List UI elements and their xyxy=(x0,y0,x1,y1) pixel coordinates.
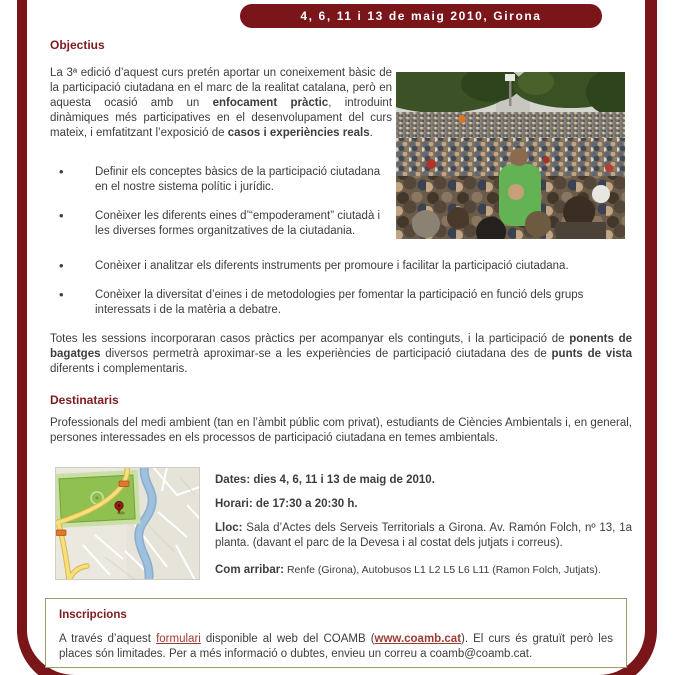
text-segment: diversos permetrà aproximar-se a les experiències de participació ciutadana des de xyxy=(100,348,552,360)
formulari-link[interactable]: formulari xyxy=(156,633,201,645)
com-arribar-value: Renfe (Girona), Autobusos L1 L2 L5 L6 L11 (Ramon Folch, Jutjats). xyxy=(284,564,601,576)
detail-dates xyxy=(215,473,632,488)
text-segment: ponents de bagatges xyxy=(50,333,632,360)
bullet-text: Conèixer i analitzar els diferents instruments per promoure i facilitar la participació ciutadana. xyxy=(95,260,569,272)
text-segment: A través d’aquest xyxy=(59,633,157,645)
objectius-summary-paragraph xyxy=(50,332,632,377)
horari-label: Horari: xyxy=(215,498,253,510)
crowd-photo-image xyxy=(396,72,625,239)
horari-value: de 17:30 a 20:30 h. xyxy=(252,498,358,510)
inscripcions-heading: Inscripcions xyxy=(59,609,127,621)
objectius-bullet-3 xyxy=(50,259,635,274)
text-segment: disponible al web del COAMB ( xyxy=(200,633,375,645)
destinataris-heading: Destinataris xyxy=(50,393,119,407)
text-segment: punts de vista xyxy=(551,348,633,360)
destinataris-paragraph: Professionals del medi ambient (tan en l’àmbit públic com privat), estudiants de Ciències Ambientals i, en general, persones interessades en els processos de participació ciutadana en temes ambientals. xyxy=(50,417,632,444)
lloc-label: Lloc: xyxy=(215,522,243,534)
course-details xyxy=(215,473,632,587)
coamb-website-link[interactable]: www.coamb.cat xyxy=(374,633,462,645)
text-segment: diferents i complementaris. xyxy=(50,363,188,375)
objectius-intro-paragraph xyxy=(50,66,392,141)
location-map-image xyxy=(55,467,200,580)
text-segment: casos i experiències reals xyxy=(227,127,370,139)
text-segment: La 3ª edició d’aquest curs pretén aportar un coneixement bàsic de la participació ciutadana en el marc de la realitat catalana, però en aquesta ocasió amb un xyxy=(50,67,392,109)
bullet-text: Conèixer les diferents eines d’“empoderament” ciutadà i les diverses formes organitzatives de la ciutadania. xyxy=(95,210,381,237)
bullet-text: Conèixer la diversitat d’eines i de metodologies per fomentar la participació en funció dels grups interessats i de la matèria a debatre. xyxy=(95,289,584,316)
objectius-bullet-2 xyxy=(50,209,395,239)
text-segment: enfocament pràctic xyxy=(212,97,329,109)
objectius-heading: Objectius xyxy=(50,38,105,52)
objectius-bullet-1 xyxy=(50,165,395,195)
text-segment: ). El curs és gratuït però les places són limitades. Per a més informació o dubtes, envieu un correu a coamb@coamb.cat. xyxy=(59,633,613,660)
text-segment: , introduint dinàmiques més participatives en el desenvolupament del curs mateix, i emfatitzant l’exposició de xyxy=(50,97,393,139)
photo-crowd xyxy=(396,112,625,239)
text-segment: Totes les sessions incorporaran casos pràctics per acompanyar els continguts, i la participació de xyxy=(50,333,570,345)
inscripcions-paragraph xyxy=(59,632,613,662)
date-header-pill: 4, 6, 11 i 13 de maig 2010, Girona xyxy=(240,4,602,28)
bullet-text: Definir els conceptes bàsics de la participació ciutadana en el nostre sistema polític i jurídic. xyxy=(95,166,381,193)
lloc-value: Sala d’Actes dels Serveis Territorials a Girona. Av. Ramón Folch, nº 13, 1a planta. (davant el parc de la Devesa i al costat dels jutjats i correus). xyxy=(215,522,632,549)
objectius-bullet-4 xyxy=(50,288,635,318)
detail-horari xyxy=(215,497,632,512)
detail-com-arribar xyxy=(215,563,632,578)
detail-lloc xyxy=(215,521,632,551)
text-segment: . xyxy=(369,127,373,139)
dates-value: dies 4, 6, 11 i 13 de maig de 2010. xyxy=(250,474,435,486)
inscripcions-box xyxy=(45,598,627,668)
com-arribar-label: Com arribar: xyxy=(215,564,285,576)
dates-label: Dates: xyxy=(215,474,251,486)
